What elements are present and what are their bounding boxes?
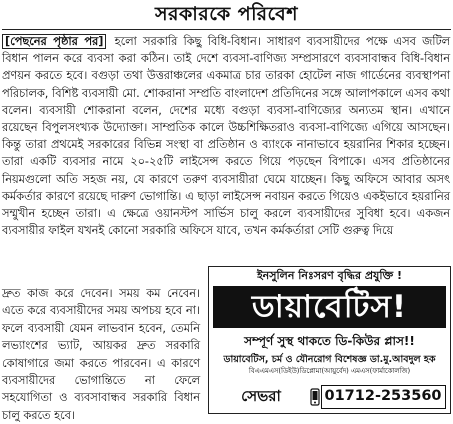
ad-brand-banner bbox=[213, 286, 446, 328]
article-headline: সরকারকে পরিবেশ bbox=[154, 3, 299, 25]
article-body-text: হলো সরকারি কিছু বিধি-বিধান। সাধারণ ব্যবসায়ীদের পক্ষে এসব জটিল বিধান পালন করে ব্যবসা করা কঠিন। তাই দেশে ব্যবসা-বাণিজ্য সম্প্রসারণে ব্যবসাবান্ধব বিধি-বিধান প্রণয়ন করতে হবে। বগুড়া তথা উত্তরাঞ্চলের একমাত্র চার তারকা হোটেল নাজ গার্ডেনের ব্যবস্থাপনা পরিচালক, বিশিষ্ট ব্যবসায়ী মো. শোকরানা সম্প্রতি বাংলাদেশ প্রতিদিনের সঙ্গে আলাপকালে এসব কথা বলেন। ব্যবসায়ী শোকরানা বলেন, দেশের মধ্যে বগুড়া ব্যবসা-বাণিজ্যের অন্যতম স্থান। এখানে রয়েছেন বিপুলসংখ্যক উদ্যোক্তা। সাম্প্রতিক কালে উচ্চশিক্ষিতরাও ব্যবসা-বাণিজ্যে এগিয়ে আসছেন। কিন্তু তারা প্রথমেই সরকারের বিভিন্ন সংস্থা বা প্রতিষ্ঠান ও ব্যাংকে নানাভাবে হয়রানির শিকার হচ্ছেন। তারা একটি ব্যবসার নামে ২০-২৫টি লাইসেন্স করতে গিয়ে পড়ছেন বিপাকে। এসব প্রতিষ্ঠানের নিয়মগুলো অতি সহজ নয়, যে কারণে তরুণ ব্যবসায়ীরা ঘেমে যাচ্ছেন। কিছু অফিসে আবার অসৎ কর্মকর্তার কারণে রয়েছে দারুণ ভোগান্তি। এ ছাড়া লাইসেন্স নবায়ন করতে গিয়েও একইভাবে হয়রানির সম্মুখীন হচ্ছেন তারা। এ ক্ষেত্রে ওয়ানস্টপ সার্ভিস চালু করলে ব্যবসায়ীদের সুবিধা হবে। একজন ব্যবসায়ীর ফাইল যখনই কোনো সরকারি অফিসে যাবে, তখন কর্মকর্তারা সেটি গুরুত্ব দিয়ে bbox=[2, 35, 451, 238]
advertisement bbox=[208, 266, 451, 414]
ad-brand: ডায়াবেটিস! bbox=[251, 289, 408, 325]
phone-icon bbox=[310, 388, 320, 406]
headline-divider bbox=[2, 29, 451, 30]
ad-phone-number: 01712-253560 bbox=[324, 388, 442, 404]
continuation-label: [পেছনের পৃষ্ঠার পর] bbox=[2, 34, 106, 49]
ad-phone-box bbox=[321, 385, 446, 409]
ad-qualifications: বিএএমএস(ডিইউ)ডিপ্লোমা(আয়ুর্বেদ) এমএস(ফার্মাকোলজি) bbox=[248, 367, 411, 375]
ad-tagline: ইনসুলিন নিঃসরণ বৃদ্ধির প্রযুক্তি ! bbox=[256, 269, 403, 282]
ad-slogan: সম্পূর্ণ সুস্থ থাকতে ডি-কিউর প্লাস!! bbox=[244, 334, 415, 348]
ad-clinic-name: সেভরা bbox=[241, 387, 281, 405]
article-body bbox=[2, 33, 450, 283]
article-continuation: দ্রুত কাজ করে দেবেন। সময় কম নেবেন। এতে করে ব্যবসায়ীদের সময় অপচয় হবে না। ফলে ব্যবসায়ী যেমন লাভবান হবেন, তেমনি লভ্যাংশের ভ্যাট, আয়কর দ্রুত সরকারি কোষাগারে জমা করতে পারবেন। এ কারণে ব্যবসায়ীদের ভোগান্তিতে না ফেলে সহযোগিতা ও ব্যবসাবান্ধব সরকারি বিধান চালু করতে হবে। bbox=[2, 287, 200, 422]
ad-doctor: ডায়াবেটিস, চর্ম ও যৌনরোগ বিশেষজ্ঞ ডা.মু.আবদুল হক bbox=[223, 354, 436, 365]
